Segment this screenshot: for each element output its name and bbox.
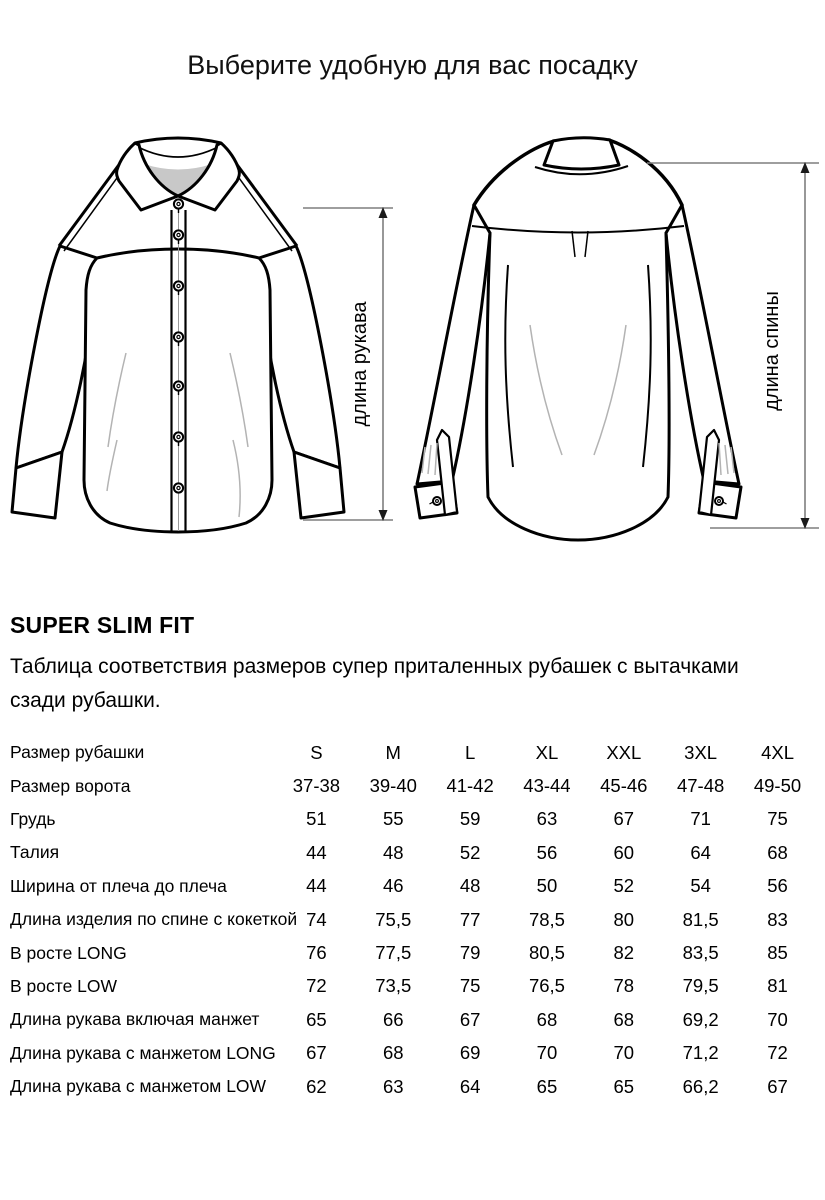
row-value: 54 xyxy=(690,875,711,897)
row-value: 56 xyxy=(536,841,558,863)
table-row xyxy=(10,736,816,769)
row-value: 76 xyxy=(306,942,327,964)
row-value: 75 xyxy=(767,808,788,830)
row-value: M xyxy=(385,741,401,763)
row-label: Длина изделия по спине с кокеткой xyxy=(10,909,298,930)
row-value: 49-50 xyxy=(753,775,802,797)
row-value: 69 xyxy=(459,1042,481,1064)
shirt-figures xyxy=(0,125,825,595)
row-value: 68 xyxy=(536,1008,558,1030)
row-value: 44 xyxy=(306,841,327,863)
row-value: 79 xyxy=(459,942,481,964)
row-value: 66,2 xyxy=(682,1075,719,1097)
row-value: 73,5 xyxy=(375,975,412,997)
row-value: 65 xyxy=(306,1008,327,1030)
row-value: 52 xyxy=(613,875,635,897)
row-value: 63 xyxy=(536,808,558,830)
row-value: 69,2 xyxy=(682,1008,719,1030)
row-value: 66 xyxy=(382,1008,404,1030)
sleeve-length-label: длина рукава xyxy=(349,301,371,427)
row-value: 37-38 xyxy=(292,775,341,797)
row-label: Длина рукава включая манжет xyxy=(10,1009,260,1030)
row-value: 52 xyxy=(459,841,481,863)
row-value: 47-48 xyxy=(676,775,725,797)
row-value: 67 xyxy=(306,1042,327,1064)
table-row xyxy=(10,936,816,969)
row-value: 85 xyxy=(767,942,788,964)
row-value: 79,5 xyxy=(682,975,719,997)
size-table xyxy=(10,736,816,1103)
table-row xyxy=(10,769,816,802)
size-table-body xyxy=(10,736,816,1103)
row-value: 72 xyxy=(767,1042,788,1064)
row-value: 80,5 xyxy=(528,942,565,964)
row-value: L xyxy=(464,741,476,763)
row-value: 81 xyxy=(767,975,788,997)
row-value: 44 xyxy=(306,875,327,897)
row-label: Талия xyxy=(10,842,60,863)
row-value: 72 xyxy=(306,975,327,997)
table-row xyxy=(10,870,816,903)
row-label: В росте LONG xyxy=(10,942,127,963)
row-value: 78 xyxy=(613,975,635,997)
row-value: 50 xyxy=(536,875,558,897)
back-shirt-illustration xyxy=(412,125,825,595)
row-label: В росте LOW xyxy=(10,975,118,996)
row-value: 83,5 xyxy=(682,942,719,964)
row-value: S xyxy=(310,741,323,763)
row-value: 77,5 xyxy=(375,942,412,964)
row-value: XL xyxy=(535,741,559,763)
row-value: 39-40 xyxy=(369,775,417,797)
row-label: Грудь xyxy=(10,808,56,829)
back-right-sleeve xyxy=(666,205,739,484)
row-value: 68 xyxy=(382,1042,404,1064)
row-value: 68 xyxy=(613,1008,635,1030)
table-row xyxy=(10,1037,816,1070)
row-value: 80 xyxy=(613,908,635,930)
front-shirt-illustration xyxy=(0,125,412,595)
row-value: 77 xyxy=(459,908,481,930)
row-label: Размер ворота xyxy=(10,775,131,796)
row-value: 74 xyxy=(306,908,327,930)
row-value: 48 xyxy=(382,841,404,863)
page-title: Выберите удобную для вас посадку xyxy=(187,50,638,80)
row-value: 3XL xyxy=(684,741,718,763)
row-value: 43-44 xyxy=(523,775,571,797)
row-value: 51 xyxy=(306,808,327,830)
row-value: 70 xyxy=(536,1042,558,1064)
row-value: 67 xyxy=(613,808,635,830)
row-value: 62 xyxy=(306,1075,327,1097)
table-row xyxy=(10,1070,816,1103)
row-value: 64 xyxy=(459,1075,481,1097)
row-value: 78,5 xyxy=(528,908,565,930)
collar-band-top xyxy=(135,138,221,143)
table-row xyxy=(10,970,816,1003)
row-value: 67 xyxy=(767,1075,788,1097)
row-value: 82 xyxy=(613,942,635,964)
back-left-sleeve xyxy=(417,205,490,484)
row-value: 41-42 xyxy=(446,775,494,797)
row-value: 48 xyxy=(459,875,481,897)
row-value: 64 xyxy=(690,841,711,863)
row-value: 67 xyxy=(459,1008,481,1030)
collar-band-inner xyxy=(138,147,218,157)
table-row xyxy=(10,903,816,936)
back-length-label: длина спины xyxy=(761,291,783,411)
row-label: Длина рукава с манжетом LONG xyxy=(10,1042,276,1063)
row-value: 56 xyxy=(767,875,788,897)
back-collar-band xyxy=(544,138,619,169)
row-value: 65 xyxy=(613,1075,635,1097)
row-value: 75,5 xyxy=(375,908,412,930)
row-value: 63 xyxy=(382,1075,404,1097)
row-value: 76,5 xyxy=(528,975,565,997)
table-row xyxy=(10,803,816,836)
row-value: 83 xyxy=(767,908,788,930)
row-value: 71,2 xyxy=(682,1042,719,1064)
row-value: 46 xyxy=(382,875,404,897)
row-value: 68 xyxy=(767,841,788,863)
fit-heading: SUPER SLIM FIT xyxy=(10,612,195,638)
table-row xyxy=(10,1003,816,1036)
table-row xyxy=(10,836,816,869)
row-value: 59 xyxy=(459,808,481,830)
row-label: Длина рукава с манжетом LOW xyxy=(10,1076,267,1097)
row-value: 70 xyxy=(613,1042,635,1064)
row-value: 60 xyxy=(613,841,635,863)
row-value: 55 xyxy=(382,808,404,830)
row-label: Ширина от плеча до плеча xyxy=(10,875,227,896)
row-value: 71 xyxy=(690,808,711,830)
fit-description: Таблица соответствия размеров супер приталенных рубашек с вытачками сзади рубашки. xyxy=(10,655,739,712)
row-value: 4XL xyxy=(761,741,794,763)
row-value: 70 xyxy=(767,1008,788,1030)
row-value: 75 xyxy=(459,975,481,997)
row-label: Размер рубашки xyxy=(10,742,145,763)
row-value: 65 xyxy=(536,1075,558,1097)
row-value: 81,5 xyxy=(682,908,719,930)
row-value: XXL xyxy=(606,741,642,763)
row-value: 45-46 xyxy=(600,775,648,797)
